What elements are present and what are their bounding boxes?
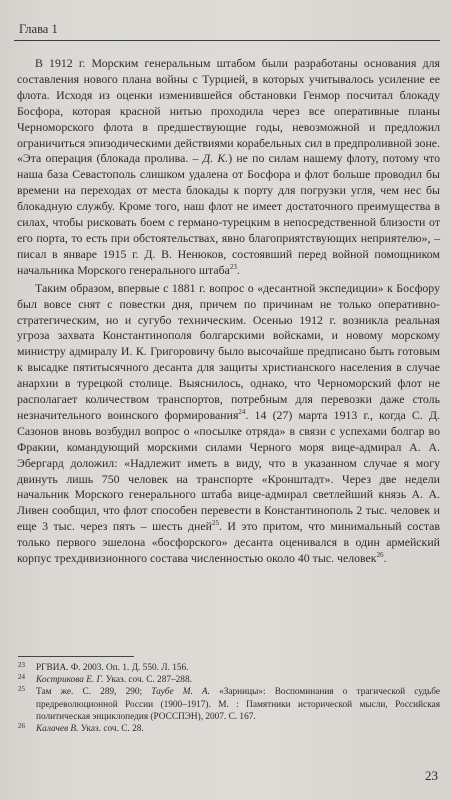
text-run: ) не по силам нашему флоту, потому что наша база Севастополь слишком удалена от Босфора и флот больше проводил бы времени на переходах от места блокады к порту для погрузки угля, чем нес бы блокадную службу. Кроме того, наш флот не имеет достаточного преимущества в силах, чтобы рисковать боем с германо-турецким в непосредственной близости от его порта, то есть при обстоятельствах, явно благоприятствующих неприятелю», – писал в январе 1915 г. Д. В. Ненюков, состоявший перед войной помощником начальника Морского генерального штаба	[17, 151, 440, 277]
text-run: .	[383, 551, 387, 566]
text-run: Там же. С. 289, 290;	[36, 687, 152, 698]
footnote-number: 26	[18, 722, 25, 731]
text-run: Указ. соч. С. 28.	[78, 724, 144, 735]
text-run: .	[236, 262, 240, 277]
text-run: . 14 (27) марта 1913 г., когда С. Д. Сазонов вновь возбудил вопрос о «посылке отряда» в связи с успехами болгар во Фракии, командующий морскими силами Черного моря вице-адмирал А. А. Эбергард доложил: «Надлежит иметь в виду, что в указанном случае я могу двинуть лишь 750 человек на транспорте «Кронштадт». Через две недели начальник Морского генерального штаба вице-адмирал светлейший князь А. А. Ливен сообщил, что флот способен перевести в Константинополь 2 тыс. человек и еще 3 тыс. через пять – шесть дней	[17, 407, 440, 534]
footnote-rule	[18, 656, 134, 657]
footnote	[18, 723, 440, 735]
footnote-ref: 24	[238, 408, 246, 416]
text-run: Таким образом, впервые с 1881 г. вопрос о «десантной экспедиции» к Босфору был вовсе снят с повестки дня, причем по причинам не только оперативно-стратегическим, но и сугубо техническим. Осенью 1912 г. возникла реальная угроза захвата Константинополя болгарскими войсками, и новому морскому министру адмиралу И. К. Григоровичу было высочайше предписано быть готовым к высадке пятитысячного десанта для защиты христианского населения в случае анархии в турецкой столице. Выяснилось, однако, что Черноморский флот не располагает количеством транспортов, потребным для перевозки даже столь незначительного воинского формирования	[17, 280, 440, 422]
text-run: . И это притом, что минимальный состав только первого эшелона «босфорского» десанта оценивался в один армейский корпус трехдивизионного состава численностью около 40 тыс. человек	[17, 519, 440, 566]
body-text	[17, 56, 440, 567]
text-run: В 1912 г. Морским генеральным штабом были разработаны основания для составления нового плана войны с Турцией, в которых учитывалось усиление ее флота. Исходя из оценки изменившейся обстановки Генмор посчитал блокаду Босфора, которая красной нитью проходила через все оперативные планы Черноморского флота в предшествующие годы, невозможной и предложил ограничиться эпизодическими действиями корабельных сил в предпроливной зоне. «Эта операция (блокада пролива. –	[17, 56, 440, 166]
footnotes	[18, 662, 440, 735]
footnote-ref: 25	[211, 519, 219, 528]
footnote	[18, 686, 440, 723]
text-run: «Зарницы»: Воспоминания о трагической судьбе предреволюционной России (1900–1917). М. : Памятники исторической мысли, Российская политическая энциклопедия (РОССПЭН), 2007. С. 167.	[36, 687, 441, 722]
footnote-ref: 23	[229, 262, 237, 271]
italic-text: Д. К.	[202, 151, 229, 166]
text-run: РГВИА. Ф. 2003. Оп. 1. Д. 550. Л. 156.	[36, 663, 189, 673]
footnote-number: 24	[18, 673, 25, 682]
header-rule	[14, 40, 440, 41]
footnote-ref: 26	[376, 551, 384, 560]
footnote-number: 25	[18, 685, 25, 694]
italic-text: Калачев В.	[36, 724, 79, 735]
running-header: Глава 1	[19, 22, 58, 36]
text-run: Указ. соч. С. 287–288.	[103, 675, 192, 686]
paragraph	[17, 281, 440, 567]
paragraph	[17, 56, 440, 279]
footnote	[18, 674, 440, 686]
footnote	[18, 662, 440, 674]
footnote-number: 23	[18, 661, 25, 669]
italic-text: Кострикова Е. Г.	[36, 675, 104, 686]
page-number: 23	[425, 768, 438, 783]
italic-text: Таубе М. А.	[151, 687, 210, 698]
